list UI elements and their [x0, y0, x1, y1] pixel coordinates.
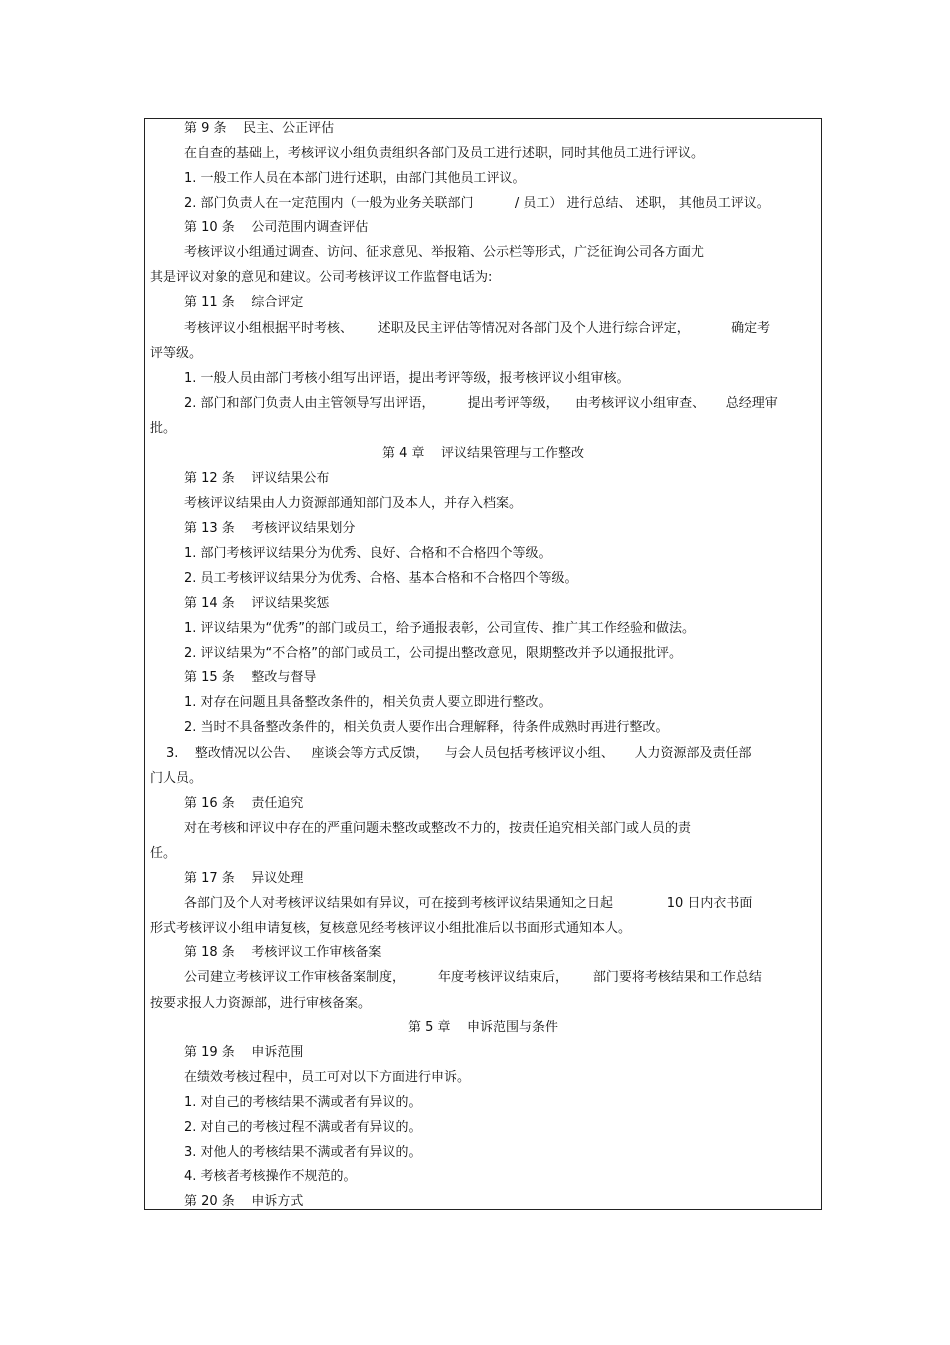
- text-line: 1. 一般工作人员在本部门进行述职，由部门其他员工评议。: [184, 171, 526, 186]
- article-10-heading: 第 10 条 公司范围内调查评估: [184, 220, 369, 235]
- article-15-heading: 第 15 条 整改与督导: [184, 670, 317, 685]
- text-line: 门人员。: [150, 771, 203, 786]
- text-line: 在自查的基础上，考核评议小组负责组织各部门及员工进行述职，同时其他员工进行评议。: [184, 146, 705, 161]
- article-12-heading: 第 12 条 评议结果公布: [184, 471, 330, 486]
- text-line: 1. 部门考核评议结果分为优秀、良好、合格和不合格四个等级。: [184, 546, 552, 561]
- article-14-heading: 第 14 条 评议结果奖惩: [184, 596, 330, 611]
- text-line: 1. 对存在问题且具备整改条件的，相关负责人要立即进行整改。: [184, 695, 552, 710]
- chapter-4-heading: 第 4 章 评议结果管理与工作整改: [381, 446, 585, 461]
- text-line: 2. 评议结果为“不合格”的部门或员工，公司提出整改意见，限期整改并予以通报批评。: [184, 646, 683, 661]
- chapter-5-heading: 第 5 章 申诉范围与条件: [407, 1020, 559, 1035]
- text-line: 其是评议对象的意见和建议。公司考核评议工作监督电话为:: [150, 270, 493, 285]
- article-19-heading: 第 19 条 申诉范围: [184, 1045, 304, 1060]
- article-17-heading: 第 17 条 异议处理: [184, 871, 304, 886]
- article-18-heading: 第 18 条 考核评议工作审核备案: [184, 945, 382, 960]
- text-line: 对在考核和评议中存在的严重问题未整改或整改不力的，按责任追究相关部门或人员的责: [184, 821, 692, 836]
- text-line: 2. 部门负责人在一定范围内（一般为业务关联部门 / 员工） 进行总结、 述职， 其他员工评议。: [184, 196, 770, 211]
- text-line: 考核评议小组通过调查、访问、征求意见、举报箱、公示栏等形式，广泛征询公司各方面尤: [184, 245, 705, 260]
- text-line: 1. 一般人员由部门考核小组写出评语，提出考评等级，报考核评议小组审核。: [184, 371, 630, 386]
- text-line: 公司建立考核评议工作审核备案制度， 年度考核评议结束后， 部门要将考核结果和工作总结: [184, 970, 762, 985]
- text-line: 在绩效考核过程中，员工可对以下方面进行申诉。: [184, 1070, 471, 1085]
- text-line: 任。: [150, 846, 177, 861]
- text-line: 批。: [150, 421, 177, 436]
- text-line: 2. 部门和部门负责人由主管领导写出评语， 提出考评等级， 由考核评议小组审查、 总经理审: [184, 396, 778, 411]
- article-11-heading: 第 11 条 综合评定: [184, 295, 304, 310]
- text-line: 评等级。: [150, 346, 203, 361]
- text-line: 3. 整改情况以公告、 座谈会等方式反馈， 与会人员包括考核评议小组、 人力资源部及责任部: [166, 746, 752, 761]
- text-line: 2. 对自己的考核过程不满或者有异议的。: [184, 1120, 422, 1135]
- text-line: 2. 当时不具备整改条件的，相关负责人要作出合理解释，待条件成熟时再进行整改。: [184, 720, 669, 735]
- text-line: 各部门及个人对考核评议结果如有异议，可在接到考核评议结果通知之日起 10 日内衣书面: [184, 896, 753, 911]
- article-9-heading: 第 9 条 民主、公正评估: [184, 121, 335, 136]
- text-line: 1. 对自己的考核结果不满或者有异议的。: [184, 1095, 422, 1110]
- text-line: 2. 员工考核评议结果分为优秀、合格、基本合格和不合格四个等级。: [184, 571, 578, 586]
- article-13-heading: 第 13 条 考核评议结果划分: [184, 521, 356, 536]
- article-16-heading: 第 16 条 责任追究: [184, 796, 304, 811]
- text-line: 形式考核评议小组申请复核，复核意见经考核评议小组批准后以书面形式通知本人。: [150, 921, 632, 936]
- text-line: 1. 评议结果为“优秀”的部门或员工，给予通报表彰，公司宣传、推广其工作经验和做法。: [184, 621, 696, 636]
- text-line: 3. 对他人的考核结果不满或者有异议的。: [184, 1145, 422, 1160]
- text-line: 考核评议小组根据平时考核、 述职及民主评估等情况对各部门及个人进行综合评定， 确定考: [184, 321, 771, 336]
- text-line: 按要求报人力资源部，进行审核备案。: [150, 996, 372, 1011]
- text-line: 考核评议结果由人力资源部通知部门及本人，并存入档案。: [184, 496, 523, 511]
- article-20-heading: 第 20 条 申诉方式: [184, 1194, 304, 1209]
- text-line: 4. 考核者考核操作不规范的。: [184, 1169, 357, 1184]
